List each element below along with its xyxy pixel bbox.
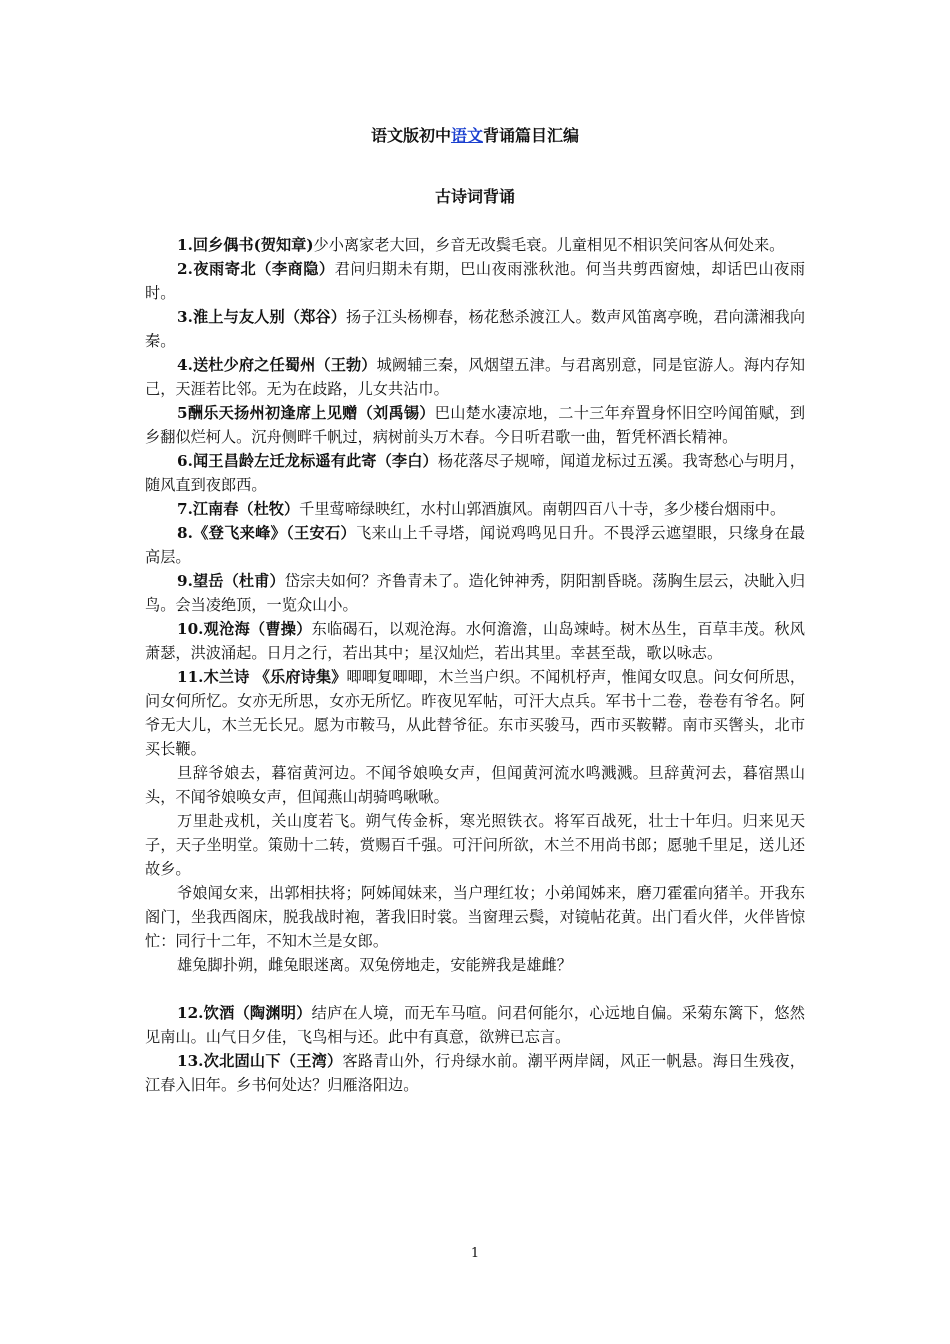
poem-entry-4 — [145, 353, 805, 401]
poem-entry-6 — [145, 449, 805, 497]
poem-heading: 10.观沧海（曹操） — [177, 620, 312, 638]
poem-text: 巴山楚水凄凉地，二十三年弃置身怀旧空吟闻笛赋，到乡翻似烂柯人。沉舟侧畔千帆过，病树前头万木春。今日听君歌一曲，暂凭杯酒长精神。 — [145, 404, 806, 446]
poem-entry-5 — [145, 401, 805, 449]
title-link[interactable]: 语文 — [450, 126, 483, 145]
poem-text: 岱宗夫如何？齐鲁青未了。造化钟神秀，阴阳割昏晓。荡胸生层云，决眦入归鸟。会当凌绝顶，一览众山小。 — [145, 572, 806, 614]
poem-heading: 12.饮酒（陶渊明） — [177, 1004, 312, 1022]
document-title — [145, 118, 805, 154]
mulan-paragraph-5: 雄兔脚扑朔，雌兔眼迷离。双兔傍地走，安能辨我是雄雌？ — [177, 956, 572, 974]
poem-heading: 4.送杜少府之任蜀州（王勃） — [177, 356, 377, 374]
poem-entry-1 — [145, 233, 805, 257]
document-page — [145, 118, 805, 1097]
poem-text: 杨花落尽子规啼，闻道龙标过五溪。我寄愁心与明月，随风直到夜郎西。 — [145, 452, 805, 494]
poem-entry-12 — [145, 1001, 805, 1049]
mulan-paragraph-4: 爷娘闻女来，出郭相扶将；阿姊闻妹来，当户理红妆；小弟闻姊来，磨刀霍霍向猪羊。开我东阁门，坐我西阁床，脱我战时袍，著我旧时裳。当窗理云鬓，对镜帖花黄。出门看火伴，火伴皆惊忙：同行十二年，不知木兰是女郎。 — [145, 884, 805, 950]
poem-entry-10 — [145, 617, 805, 665]
poem-text: 客路青山外，行舟绿水前。潮平两岸阔，风正一帆悬。海日生残夜，江春入旧年。乡书何处达？归雁洛阳边。 — [145, 1052, 805, 1094]
poem-text: 君问归期未有期，巴山夜雨涨秋池。何当共剪西窗烛，却话巴山夜雨时。 — [145, 260, 806, 302]
poem-heading: 11.木兰诗 《乐府诗集》 — [177, 668, 347, 686]
poem-text: 结庐在人境，而无车马喧。问君何能尔，心远地自偏。采菊东篱下，悠然见南山。山气日夕佳，飞鸟相与还。此中有真意，欲辨已忘言。 — [145, 1004, 805, 1046]
poem-heading: 2.夜雨寄北（李商隐） — [177, 260, 335, 278]
poem-entry-13 — [145, 1049, 805, 1097]
poem-text: 城阙辅三秦，风烟望五津。与君离别意，同是宦游人。海内存知己，天涯若比邻。无为在歧路，儿女共沾巾。 — [145, 356, 806, 398]
poem-heading: 7.江南春（杜牧） — [177, 500, 300, 518]
paragraph-gap — [145, 977, 805, 1001]
poem-heading: 3.淮上与友人别（郑谷） — [177, 308, 347, 326]
mulan-paragraph-2: 旦辞爷娘去，暮宿黄河边。不闻爷娘唤女声，但闻黄河流水鸣溅溅。旦辞黄河去，暮宿黑山头，不闻爷娘唤女声，但闻燕山胡骑鸣啾啾。 — [145, 764, 805, 806]
title-prefix: 语文版初中 — [370, 126, 451, 145]
mulan-paragraph-3: 万里赴戎机，关山度若飞。朔气传金柝，寒光照铁衣。将军百战死，壮士十年归。归来见天子，天子坐明堂。策勋十二转，赏赐百千强。可汗问所欲，木兰不用尚书郎；愿驰千里足，送儿还故乡。 — [145, 812, 805, 878]
poem-text: 扬子江头杨柳春，杨花愁杀渡江人。数声风笛离亭晚，君向潇湘我向秦。 — [145, 308, 806, 350]
poem-heading: 6.闻王昌龄左迁龙标遥有此寄（李白） — [177, 452, 438, 470]
poem-heading: 5酬乐天扬州初逢席上见赠（刘禹锡） — [177, 404, 435, 422]
poem-text: 东临碣石，以观沧海。水何澹澹，山岛竦峙。树木丛生，百草丰茂。秋风萧瑟，洪波涌起。日月之行，若出其中；星汉灿烂，若出其里。幸甚至哉，歌以咏志。 — [145, 620, 805, 662]
poem-entry-2 — [145, 257, 805, 305]
title-suffix: 背诵篇目汇编 — [483, 126, 580, 145]
poem-heading: 13.次北固山下（王湾） — [177, 1052, 343, 1070]
page-number: 1 — [470, 1246, 480, 1261]
section-title: 古诗词背诵 — [434, 187, 515, 206]
poem-text: 少小离家老大回，乡音无改鬓毛衰。儿童相见不相识笑问客从何处来。 — [313, 236, 785, 254]
poem-entry-7 — [145, 497, 805, 521]
poem-text: 唧唧复唧唧，木兰当户织。不闻机杼声，惟闻女叹息。问女何所思，问女何所忆。女亦无所思，女亦无所忆。昨夜见军帖，可汗大点兵。军书十二卷，卷卷有爷名。阿爷无大儿，木兰无长兄。愿为市鞍马，从此替爷征。东市买骏马，西市买鞍鞯。南市买辔头，北市买长鞭。 — [145, 668, 806, 758]
poem-entry-9 — [145, 569, 805, 617]
poem-text: 飞来山上千寻塔，闻说鸡鸣见日升。不畏浮云遮望眼，只缘身在最高层。 — [145, 524, 806, 566]
poem-entry-3 — [145, 305, 805, 353]
poem-heading: 8.《登飞来峰》（王安石） — [177, 524, 356, 542]
poem-entry-8 — [145, 521, 805, 569]
poem-heading: 9.望岳（杜甫） — [177, 572, 285, 590]
poem-text: 千里莺啼绿映红，水村山郭酒旗风。南朝四百八十寺，多少楼台烟雨中。 — [299, 500, 786, 518]
poem-entry-11 — [145, 665, 805, 761]
poem-heading: 1.回乡偶书(贺知章) — [177, 236, 314, 254]
